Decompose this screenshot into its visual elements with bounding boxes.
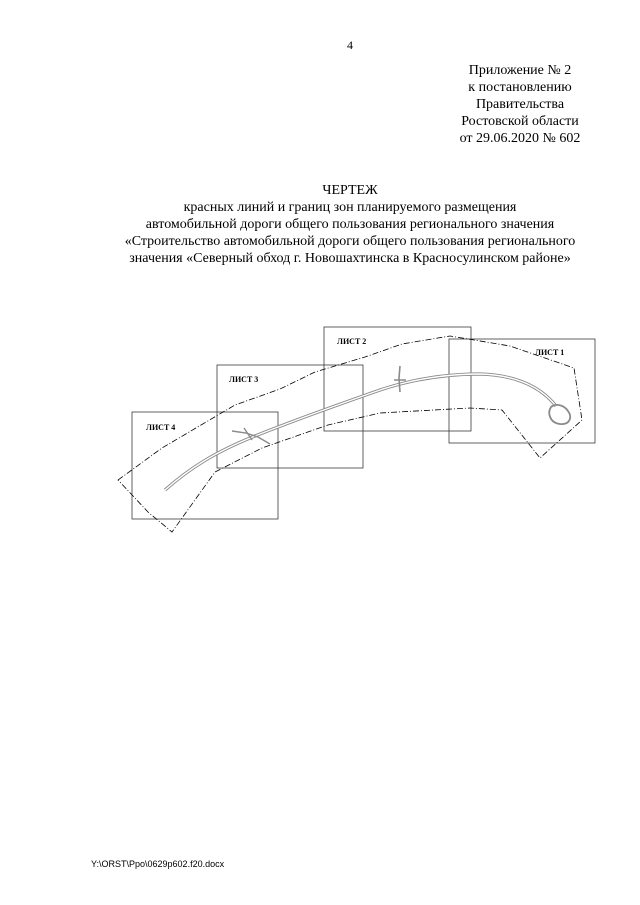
appendix-line: Приложение № 2 (468, 63, 572, 78)
title-line: красных линий и границ зон планируемого размещения (183, 200, 517, 215)
sheet-label-1: ЛИСТ 1 (535, 348, 565, 357)
title-line: «Строительство автомобильной дороги общего пользования регионального (124, 234, 576, 249)
appendix-line: Правительства (475, 97, 565, 112)
appendix-date-line: от 29.06.2020 № 602 (459, 131, 581, 146)
sheet-label-2: ЛИСТ 2 (337, 337, 367, 346)
file-path-footer: Y:\ORST\Ppo\0629p602.f20.docx (91, 859, 225, 869)
road-line (165, 374, 556, 490)
road-line-inner (165, 374, 556, 490)
title-heading: ЧЕРТЕЖ (322, 183, 378, 198)
title-line: значения «Северный обход г. Новошахтинска в Красносулинском районе» (129, 251, 571, 266)
sheet-label-3: ЛИСТ 3 (229, 375, 259, 384)
sheet-label-4: ЛИСТ 4 (146, 423, 176, 432)
page-number: 4 (347, 38, 353, 52)
appendix-line: Ростовской области (461, 114, 579, 129)
road-junction-sheet2 (394, 366, 406, 392)
appendix-line: к постановлению (468, 80, 572, 95)
title-line: автомобильной дороги общего пользования регионального значения (145, 217, 555, 232)
road-end-loop (549, 405, 570, 424)
